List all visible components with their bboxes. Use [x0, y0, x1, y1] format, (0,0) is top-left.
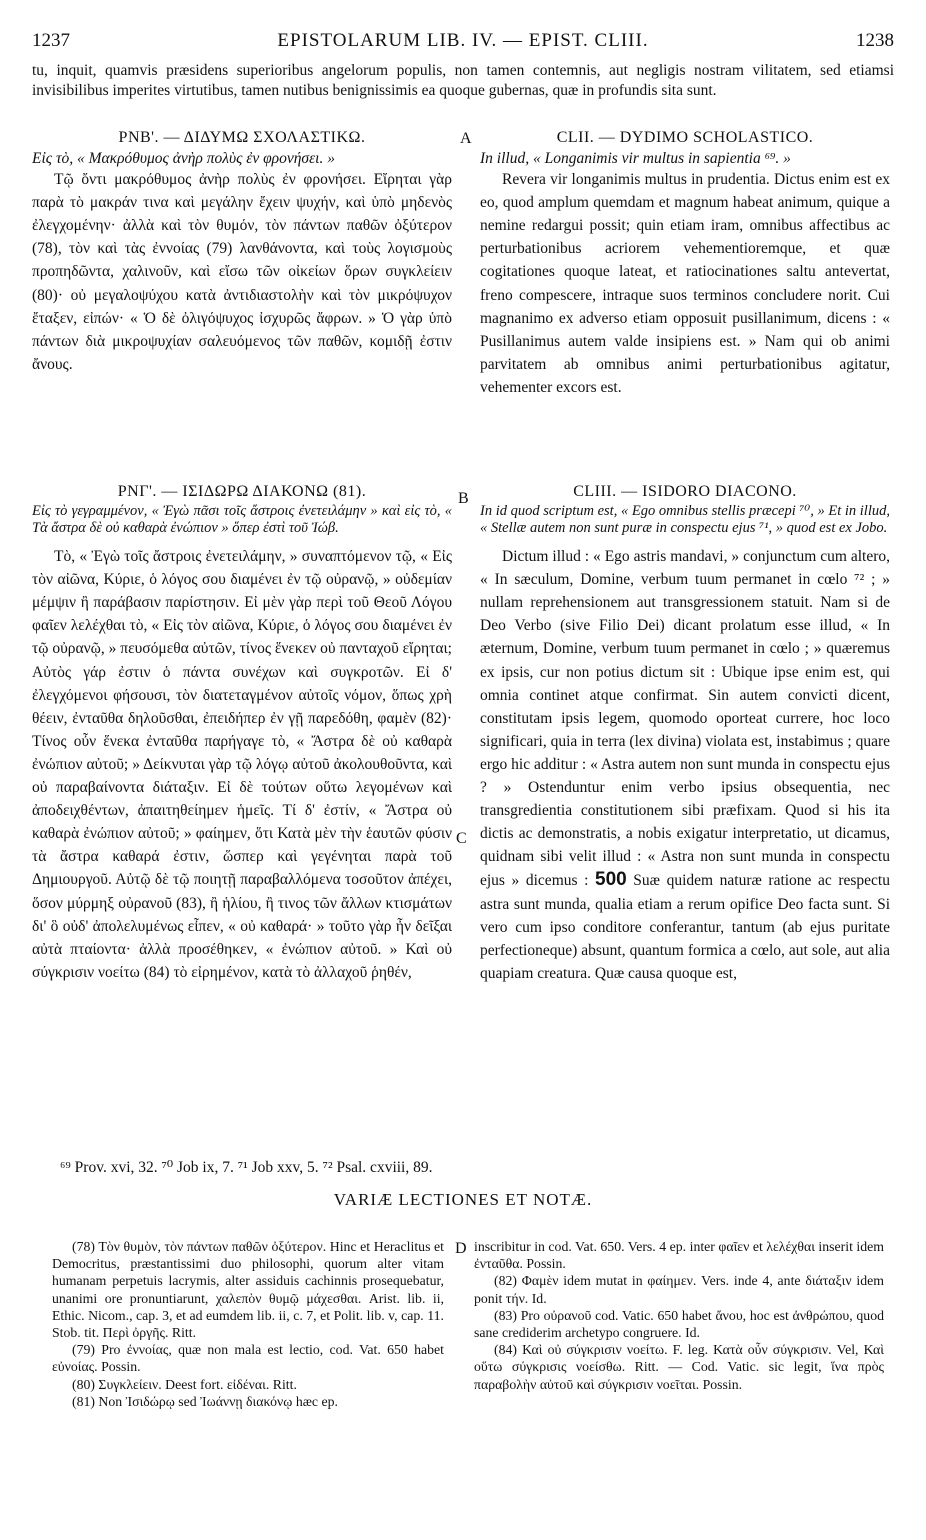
letter-153-latin-heading: CLIII. — ISIDORO DIACONO.	[573, 483, 797, 500]
letter-152-greek-body: Τῷ ὄντι μακρόθυμος ἀνὴρ πολὺς ἐν φρονήσει. Εἴρηται γὰρ παρὰ τὸ μακράν τινα καὶ μεγάλην ἔχειν ψυχήν, καὶ ὑπὸ μηδενὸς ἐλεγχομένην· ἀλλὰ καὶ τὸν θυμόν, τὸν πάντων παθῶν ὀξύτερον (78), τὸν καὶ τὰς ἐννοίας (79) λανθάνοντα, καὶ τοὺς λογισμοὺς προπηδῶντα, χαλινοῦν, καὶ εἴσω τῶν οἰκείων ὅρων συγκλείειν (80)· οὐ μεγαλοψύχου κατὰ ἀντιδιαστολὴν καὶ τὸν μικρόψυχον ἔταξεν, εἰπών· « Ὁ δὲ ὀλιγόψυχος ἰσχυρῶς ἄφρων. » Ὁ γὰρ ὑπὸ πάντων διὰ μικροψυχίαν σαλευόμενος τῶν παθῶν, κομιδῇ ἐστιν ἄνους.	[32, 171, 452, 373]
margin-marker-a: A	[460, 130, 472, 147]
note-80: (80) Συγκλείειν. Deest fort. εἰδέναι. Ritt.	[72, 1376, 297, 1392]
margin-marker-c: C	[456, 830, 467, 847]
letter-153-greek-heading: ΡΝΓ'. — ΙΣΙΔΩΡΩ ΔΙΑΚΟΝΩ (81).	[117, 483, 367, 500]
page-number-left: 1237	[32, 30, 70, 51]
column-number: 500	[595, 869, 627, 891]
running-title: EPISTOLARUM LIB. IV. — EPIST. CLIII.	[277, 30, 649, 51]
note-84: (84) Καὶ οὐ σύγκρισιν νοείτω. F. leg. Κατὰ οὖν σύγκρισιν. Vel, Καὶ οὕτω σύγκρισις νοείσθω. Ritt. — Cod. Vatic. sic legit, ἵνα πρὸς παραβολὴν αὐτοῦ καὶ σύγκρισιν νοεῖται. Possin.	[474, 1342, 884, 1392]
letter-152-greek-heading: ΡΝΒ'. — ΔΙΔΥΜΩ ΣΧΟΛΑΣΤΙΚΩ.	[118, 129, 366, 146]
notes-left-column	[52, 1238, 444, 1410]
note-82: (82) Φαμὲν idem mutat in φαίημεν. Vers. inde 4, ante διάταξιν idem ponit τήν. Id.	[474, 1273, 884, 1306]
letter-152-greek-subtitle: Εἰς τὸ, « Μακρόθυμος ἀνὴρ πολὺς ἐν φρονήσει. »	[32, 150, 335, 168]
letter-153-latin-body	[480, 545, 890, 985]
intro-paragraph: tu, inquit, quamvis præsidens superioribus angelorum populis, non tamen contemnis, aut negligis nostram vilitatem, sed etiamsi invisibilibus imperites virtutibus, tamen nutibus benignissimis ea quoque gubernas, quæ in profundis sita sunt.	[32, 62, 894, 99]
margin-marker-b: B	[458, 490, 469, 507]
letter-153-latin-body-part1: Dictum illud : « Ego astris mandavi, » conjunctum cum altero, « In sæculum, Domine, verbum tuum permanet in cœlo ⁷² ; » nullam reprehensionem aut transgressionem statuit. Nam si de Deo Verbo (sive Filio Dei) dicant prolatum esse illud, « In æternum, Domine, verbum tuum permanet in cœlo ; » quæremus ex ipsis, cur non potius dictum sit : Ubique ipse enim est, qui omnia continet atque confirmat. Sin autem convicti dicent, constitutam ipsis legem, quomodo oporteat currere, hoc loco significari, quia in terra (lex divina) violata est, instabimus ; quare ergo hic additur : « Astra autem non sunt munda in conspectu ejus ? » Ostenduntur enim verbo ipsius obsequentia, nec transgredientia constitutionem sibi præfixam. Quod si his ita dictis ac demonstratis, a nobis exigatur interpretatio, ut dicamus, quidnam sibi velit illud : « Astra non sunt munda in conspectu ejus » dicemus :	[480, 548, 890, 890]
note-79: (79) Pro ἐννοίας, quæ non mala est lectio, cod. Vat. 650 habet εὐνοίας. Possin.	[52, 1342, 444, 1375]
letter-153-greek	[32, 480, 452, 984]
note-78: (78) Τὸν θυμὸν, τὸν πάντων παθῶν ὀξύτερον. Hinc et Heraclitus et Democritus, præstantissimi duo philosophi, quorum alter vitam humanam perpetuis lacrymis, alter assiduis cachinnis prosequebatur, unanimi ore pronuntiarunt, χαλεπὸν θυμῷ μάχεσθαι. Arist. lib. ii, Ethic. Nicom., cap. 3, et ad eumdem lib. ii, c. 7, et Polit. lib. v, cap. 11. Stob. tit. Περὶ ὀργῆς. Ritt.	[52, 1239, 444, 1341]
margin-marker-d: D	[455, 1240, 467, 1257]
scripture-references: ⁶⁹ Prov. xvi, 32. ⁷⁰ Job ix, 7. ⁷¹ Job xxv, 5. ⁷² Psal. cxviii, 89.	[60, 1159, 433, 1176]
notes-title: VARIÆ LECTIONES ET NOTÆ.	[333, 1190, 593, 1209]
letter-153-latin-body-part2: Suæ quidem naturæ ratione ac respectu astra sunt munda, qualia etiam a rerum opifice Deo facta sunt. Si vero cum ipso conditore conferantur, tantum (ab ejus puritate perfectioneque) absunt, quantum formica a cœlo, aut sole, aut alia quapiam creatura. Quæ causa quoque est,	[480, 872, 890, 982]
letter-153-latin-subtitle: In id quod scriptum est, « Ego omnibus stellis præcepi ⁷⁰, » Et in illud, « Stellæ autem non sunt puræ in conspectu ejus ⁷¹, » quod est ex Jobo.	[480, 503, 890, 537]
letter-152-latin	[480, 126, 890, 399]
note-81: (81) Non Ἰσιδώρῳ sed Ἰωάννῃ διακόνῳ hæc ep.	[72, 1393, 338, 1409]
letter-153-latin	[480, 480, 890, 985]
letter-152-greek	[32, 126, 452, 376]
note-83: (83) Pro οὐρανοῦ cod. Vatic. 650 habet ἄνου, hoc est ἀνθρώπου, quod sane crediderim archetypo congruere. Id.	[474, 1307, 884, 1341]
running-header	[32, 30, 894, 54]
letter-152-latin-body: Revera vir longanimis multus in prudentia. Dictus enim est ex eo, quod amplum quemdam et magnum habeat animum, quique a nemine redargui possit; quin etiam iram, omnibus affectibus ac perturbationibus acriorem vehementioremque, et quæ cogitationes quoque lateat, et ratiocinationes saltu antevertat, freno compescere, intraque suos terminos concludere norit. Cui magnanimo ex adverso etiam opposuit pusillanimum, dicens : « Pusillanimus autem valde insipiens est. » Nam qui ob animi parvitatem ab omnibus animi perturbationibus agitatur, vehementer excors est.	[480, 171, 890, 396]
page-number-right: 1238	[856, 30, 894, 51]
letter-152-latin-subtitle: In illud, « Longanimis vir multus in sapientia ⁶⁹. »	[480, 150, 791, 168]
letter-152-latin-heading: CLII. — DYDIMO SCHOLASTICO.	[556, 129, 814, 146]
letter-153-greek-subtitle: Εἰς τὸ γεγραμμένον, « Ἐγὼ πᾶσι τοῖς ἄστροις ἐνετειλάμην » καὶ εἰς τὸ, « Τὰ ἄστρα δὲ οὐ καθαρὰ ἐνώπιον » ὅπερ ἐστὶ τοῦ Ἰώβ.	[32, 503, 452, 537]
letter-153-greek-body: Τὸ, « Ἐγὼ τοῖς ἄστροις ἐνετειλάμην, » συναπτόμενον τῷ, « Εἰς τὸν αἰῶνα, Κύριε, ὁ λόγος σου διαμένει ἐν τῷ οὐρανῷ, » οὐδεμίαν μέμψιν ἢ παράβασιν παρίστησιν. Εἰ μὲν γὰρ περὶ τοῦ Θεοῦ Λόγου φαῖεν λελέχθαι τὸ, « Εἰς τὸν αἰῶνα, Κύριε, ὁ λόγος σου διαμένει ἐν τῷ οὐρανῷ, » πευσόμεθα αὐτῶν, τίνος ἕνεκεν οὐ πανταχοῦ εἴρηται; Αὐτὸς γάρ ἐστιν ὁ πάντα συνέχων καὶ συγκροτῶν. Εἰ δ' ἐλεγχόμενοι φήσουσι, τὸν διατεταγμένον αὐτοῖς νόμον, ὅπως χρὴ θέειν, ἐνταῦθα δηλοῦσθαι, ἐπειδήπερ ἐν γῇ παρεδόθη, φαμὲν (82)· Τίνος οὖν ἕνεκα ἐνταῦθα παρήγαγε τὸ, « Ἄστρα δὲ οὐ καθαρὰ ἐνώπιον αὐτοῦ; » Δείκνυται γὰρ τῷ λόγῳ αὐτοῦ ἀκολουθοῦντα, καὶ οὐ παραβαίνοντα διάταξιν. Εἰ δὲ τούτων οὕτω λεγομένων καὶ ἀποδειχθέντων, ἀπαιτηθείημεν ἡμεῖς. Τί δ' ἐστίν, « Ἄστρα οὐ καθαρὰ ἐνώπιον αὐτοῦ; » φαίημεν, ὅτι Κατὰ μὲν τὴν ἑαυτῶν φύσιν τὰ ἄστρα καθαρά ἐστιν, ὥσπερ καὶ γεγένηται παρὰ τοῦ Δημιουργοῦ. Αὐτῷ δὲ τῷ ποιητῇ παραβαλλόμενα τοσοῦτον ἀπέχει, ὅσον μύρμηξ οὐρανοῦ (83), ἢ ἡλίου, ἢ τινος τῶν ἄλλων κτισμάτων δι' ὃ οὐδ' ἀπολελυμένως εἶπεν, « οὐ καθαρά· » τοῦτο γὰρ ἦν δεῖξαι αὐτὰ πταίοντα· ἀλλὰ προσέθηκεν, « ἐνώπιον αὐτοῦ. » Καὶ οὐ σύγκρισιν νοείτω (84) τὸ εἰρημένον, κατὰ τὸ ἀλλαχοῦ ῥηθέν,	[32, 548, 452, 981]
notes-right-column	[474, 1238, 884, 1393]
note-81-continued: inscribitur in cod. Vat. 650. Vers. 4 ep. inter φαῖεν et λελέχθαι inserit idem ἐνταῦθα. Possin.	[474, 1239, 884, 1272]
